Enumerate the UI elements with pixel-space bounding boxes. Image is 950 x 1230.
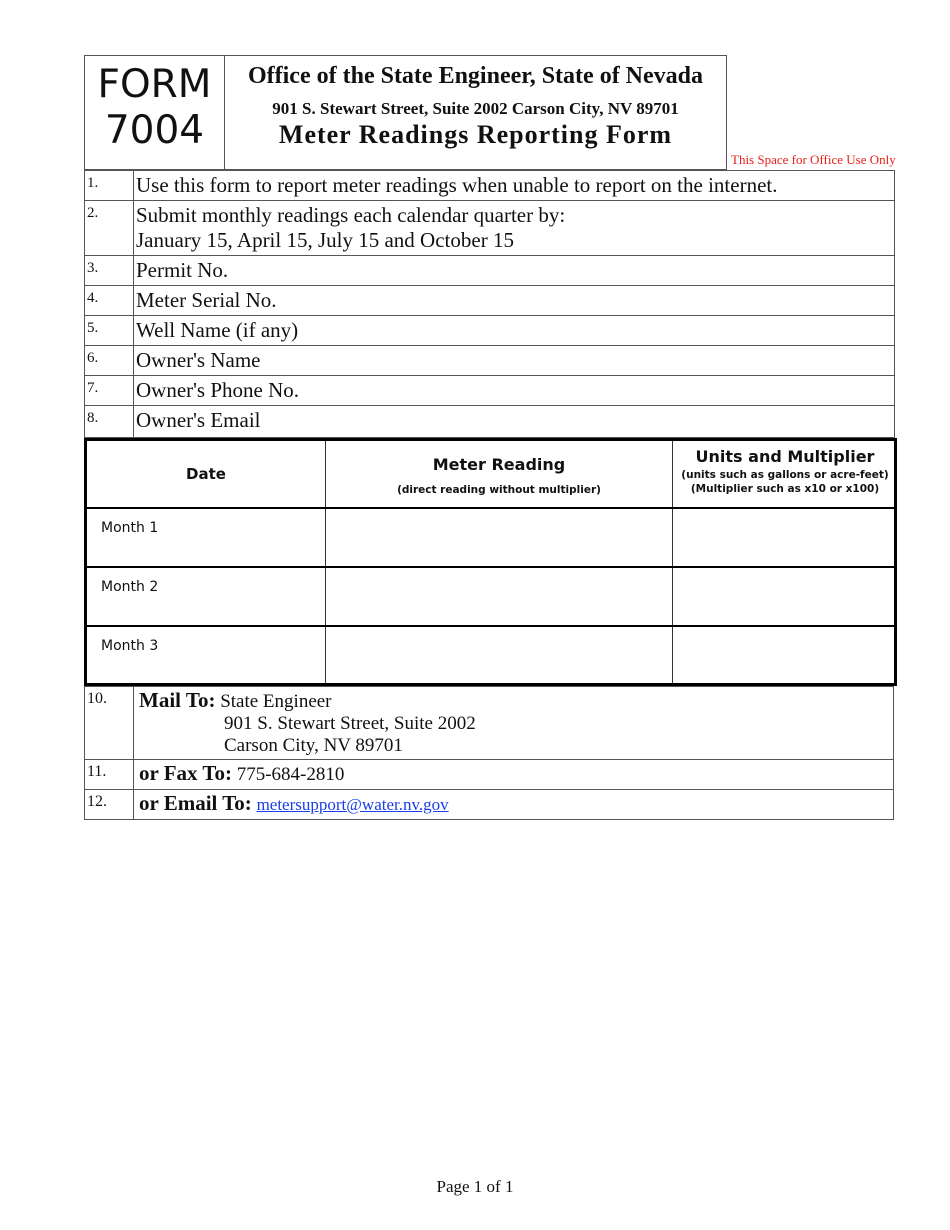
row-number: 3. <box>85 256 134 285</box>
owner-email-field[interactable] <box>84 405 895 438</box>
row-number: 8. <box>85 406 134 437</box>
row-number: 6. <box>85 346 134 375</box>
email-to-label: or Email To: <box>139 791 252 815</box>
meter-reading-column-header <box>326 441 672 507</box>
page-number: Page 1 of 1 <box>436 1177 514 1196</box>
field-label: Owner's Phone No. <box>136 378 300 402</box>
date-column-header: Date <box>186 465 226 483</box>
owner-phone-field[interactable] <box>84 375 895 406</box>
mail-to-label: Mail To: <box>139 688 216 712</box>
meter-readings-table <box>84 438 897 686</box>
fax-to-label: or Fax To: <box>139 761 232 785</box>
row-number: 5. <box>85 316 134 345</box>
meter-reading-header-note: (direct reading without multiplier) <box>397 484 601 496</box>
office-use-note: This Space for Office Use Only <box>731 152 896 167</box>
field-label: Well Name (if any) <box>136 318 299 342</box>
month-2-meter-reading-input[interactable] <box>326 568 672 625</box>
field-label: Owner's Name <box>136 348 261 372</box>
row-number: 11. <box>85 760 134 789</box>
page-title: Meter Readings Reporting Form <box>278 120 673 149</box>
well-name-field[interactable] <box>84 315 895 346</box>
field-label: Permit No. <box>136 258 229 282</box>
meter-serial-field[interactable] <box>84 285 895 316</box>
row-number: 7. <box>85 376 134 405</box>
form-number: 7004 <box>104 108 205 153</box>
title-block <box>224 55 727 170</box>
permit-no-field[interactable] <box>84 255 895 286</box>
row-number: 4. <box>85 286 134 315</box>
month-2-label: Month 2 <box>101 579 159 595</box>
email-to-row <box>84 789 894 820</box>
mail-street: 901 S. Stewart Street, Suite 2002 <box>224 713 476 734</box>
support-email-link[interactable]: metersupport@water.nv.gov <box>256 795 449 814</box>
info-row-1 <box>84 170 895 201</box>
field-label: Meter Serial No. <box>136 288 277 312</box>
office-address: 901 S. Stewart Street, Suite 2002 Carson City, NV 89701 <box>272 99 679 118</box>
info-row-2 <box>84 200 895 256</box>
deadline-line-2: January 15, April 15, July 15 and October 15 <box>136 228 514 252</box>
mail-recipient: State Engineer <box>220 691 332 712</box>
units-header-note-1: (units such as gallons or acre-feet) <box>681 469 889 481</box>
deadline-text <box>134 201 894 255</box>
month-3-label: Month 3 <box>101 638 159 654</box>
row-number: 10. <box>85 687 134 759</box>
month-3-units-input[interactable] <box>673 627 897 683</box>
owner-name-field[interactable] <box>84 345 895 376</box>
instruction-text: Use this form to report meter readings when unable to report on the internet. <box>136 173 778 197</box>
month-1-label: Month 1 <box>101 520 159 536</box>
month-2-units-input[interactable] <box>673 568 897 625</box>
units-header-note-2: (Multiplier such as x10 or x100) <box>690 483 880 495</box>
row-number: 1. <box>85 171 134 200</box>
office-name: Office of the State Engineer, State of Nevada <box>247 63 704 89</box>
row-number: 12. <box>85 790 134 819</box>
row-number: 2. <box>85 201 134 255</box>
units-column-header <box>673 441 897 507</box>
mail-to-block <box>134 687 893 759</box>
mail-city: Carson City, NV 89701 <box>224 735 403 756</box>
fax-number: 775-684-2810 <box>236 764 345 785</box>
month-1-units-input[interactable] <box>673 509 897 566</box>
meter-reading-header-label: Meter Reading <box>432 455 566 474</box>
form-label: FORM <box>97 62 212 107</box>
form-number-box <box>84 55 225 170</box>
month-1-meter-reading-input[interactable] <box>326 509 672 566</box>
month-3-meter-reading-input[interactable] <box>326 627 672 683</box>
deadline-line-1: Submit monthly readings each calendar quarter by: <box>136 203 566 227</box>
field-label: Owner's Email <box>136 408 261 432</box>
mail-to-row <box>84 686 894 760</box>
fax-to-row <box>84 759 894 790</box>
units-header-label: Units and Multiplier <box>695 447 875 466</box>
